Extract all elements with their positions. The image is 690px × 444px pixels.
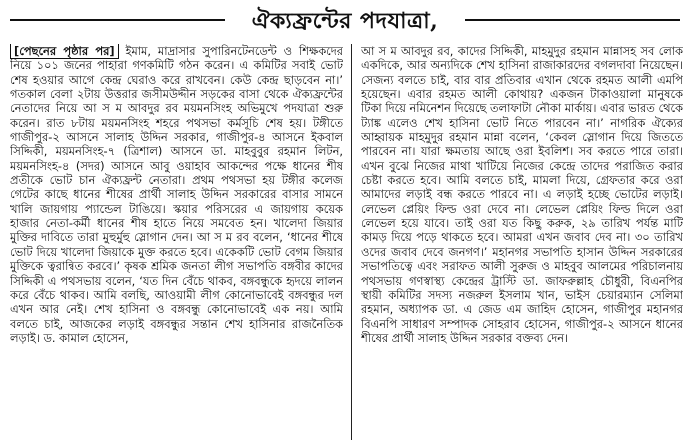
- article-column-right: [361, 44, 683, 442]
- right-column-text: আ স ম আবদুর রব, কাদের সিদ্দিকী, মাহমুদুর রহমান মান্নাসহ সব লোক একদিকে, আর অন্যদিকে শেখ হাসিনা রাজাকারদের বগলদাবা নিয়েছেন। সেজন্য বলতে চাই, বার বার প্রতিবার এখান থেকে রহমত আলী এমপি হয়েছেন। এবার রহমত আলী কোথায়? একজন টাকাওয়ালা মানুষকে টিকা দিয়ে নমিনেশন দিয়েছে তলাফাটা নৌকা মার্কায়। এবার ভারত থেকে ট্যাঙ্ক এলেও শেখ হাসিনা ভোট নিতে পারবেন না।’ নাগরিক ঐক্যের আহ্বায়ক মাহমুদুর রহমান মান্না বলেন, ‘কেবল স্লোগান দিয়ে জিততে পারবেন না। যারা ক্ষমতায় আছে ওরা ইবলিশ। সব করতে পারে তারা। এখন বুঝে নিজের মাথা খাটিয়ে নিজের কেন্দ্রে তাদের পরাজিত করার চেষ্টা করতে হবে। আমি বলতে চাই, মামলা দিয়ে, গ্রেফতার করে ওরা আমাদের লড়াই বন্ধ করতে পারবে না। এ লড়াই হচ্ছে ভোটের লড়াই। লেভেল প্লেয়িং ফিল্ড ওরা দেবে না। লেভেল প্লেয়িং ফিল্ড দিলে ওরা লেভেল হয়ে যাবে। তাই ওরা যত কিছু করুক, ২৯ তারিখ পর্যন্ত মাটি কামড় দিয়ে পড়ে থাকতে হবে। আমরা এখন জবাব দেব না। ৩০ তারিখ ওদের জবাব দেবে জনগণ।’ মহানগর সভাপতি হাসান উদ্দিন সরকারের সভাপতিত্বে এবং সরাফত আলী সুরুজ ও মাহবুব আলমের পরিচালনায় পথসভায় গণস্বাস্থ্য কেন্দ্রের ট্রাস্টি ডা. জাফরুল্লাহ চৌধুরী, বিএনপির স্থায়ী কমিটির সদস্য নজরুল ইসলাম খান, ভাইস চেয়ারম্যান সেলিমা রহমান, অধ্যাপক ডা. এ জেড এম জাহিদ হোসেন, গাজীপুর মহানগর বিএনপি সাধারণ সম্পাদক সোহরাব হোসেন, গাজীপুর-২ আসনে ধানের শীষের প্রার্থী সালাহ উদ্দিন সরকার বক্তব্য দেন।: [361, 44, 683, 345]
- left-column-paragraph: [10, 44, 343, 345]
- article-column-left: [10, 44, 343, 442]
- left-column-text: ইমাম, মাদ্রাসার সুপারিনটেনডেন্ট ও শিক্ষকদের নিয়ে ১০১ জনের পাহারা গণকমিটি গঠন করেন। এ কমিটির সবাই ভোট শেষ হওয়ার আগে কেন্দ্র ঘেরাও করে রাখবেন। কেউ কেন্দ্র ছাড়বেন না।’ গতকাল বেলা ২টায় উত্তরার জসীমউদ্দীন সড়কের বাসা থেকে ঐক্যফ্রন্টের নেতাদের নিয়ে আ স ম আবদুর রব ময়মনসিংহ অভিমুখে পদযাত্রা শুরু করেন। রাত ৮টায় ময়মনসিংহ শহরে পথসভা কর্মসূচি শেষ হয়। টঙ্গীতে গাজীপুর-২ আসনে সালাহ উদ্দিন সরকার, গাজীপুর-৪ আসনে ইকবাল সিদ্দিকী, ময়মনসিংহ-৭ (ত্রিশাল) আসনে ডা. মাহবুবুর রহমান লিটন, ময়মনসিংহ-৪ (সদর) আসনে আবু ওয়াহাব আকন্দের পক্ষে ধানের শীষ প্রতীকে ভোট চান ঐক্যফ্রন্ট নেতারা। প্রথম পথসভা হয় টঙ্গীর কলেজ গেটের কাছে ধানের শীষের প্রার্থী সালাহ উদ্দিন সরকারের বাসার সামনে খালি জায়গায় প্যান্ডেল টাঙিয়ে। স্কয়ার পরিসরের এ জায়গায় কয়েক হাজার নেতা-কর্মী ধানের শীষ হাতে নিয়ে সমবেত হন। খালেদা জিয়ার মুক্তির দাবিতে তারা মুহুর্মুহু স্লোগান দেন। আ স ম রব বলেন, ‘ধানের শীষে ভোট দিয়ে খালেদা জিয়াকে মুক্ত করতে হবে। একেকটি ভোট বেগম জিয়ার মুক্তিকে ত্বরান্বিত করবে।’ কৃষক শ্রমিক জনতা লীগ সভাপতি বঙ্গবীর কাদের সিদ্দিকী এ পথসভায় বলেন, ‘যত দিন বেঁচে থাকব, বঙ্গবন্ধুকে হৃদয়ে লালন করে বেঁচে থাকব। আমি বলছি, আওয়ামী লীগ কোনোভাবেই বঙ্গবন্ধুর দল এখন আর নেই। শেখ হাসিনা ও বঙ্গবন্ধু কোনোভাবেই এক নয়। আমি বলতে চাই, আজকের লড়াই বঙ্গবন্ধুর সন্তান শেখ হাসিনার রাজনৈতিক লড়াই। ড. কামাল হোসেন,: [10, 44, 343, 345]
- column-divider: [351, 44, 352, 440]
- article-headline: ঐক্যফ্রন্টের পদযাত্রা,: [225, 4, 465, 41]
- continued-from-back-page-label: [পেছনের পৃষ্ঠার পর]: [10, 44, 119, 59]
